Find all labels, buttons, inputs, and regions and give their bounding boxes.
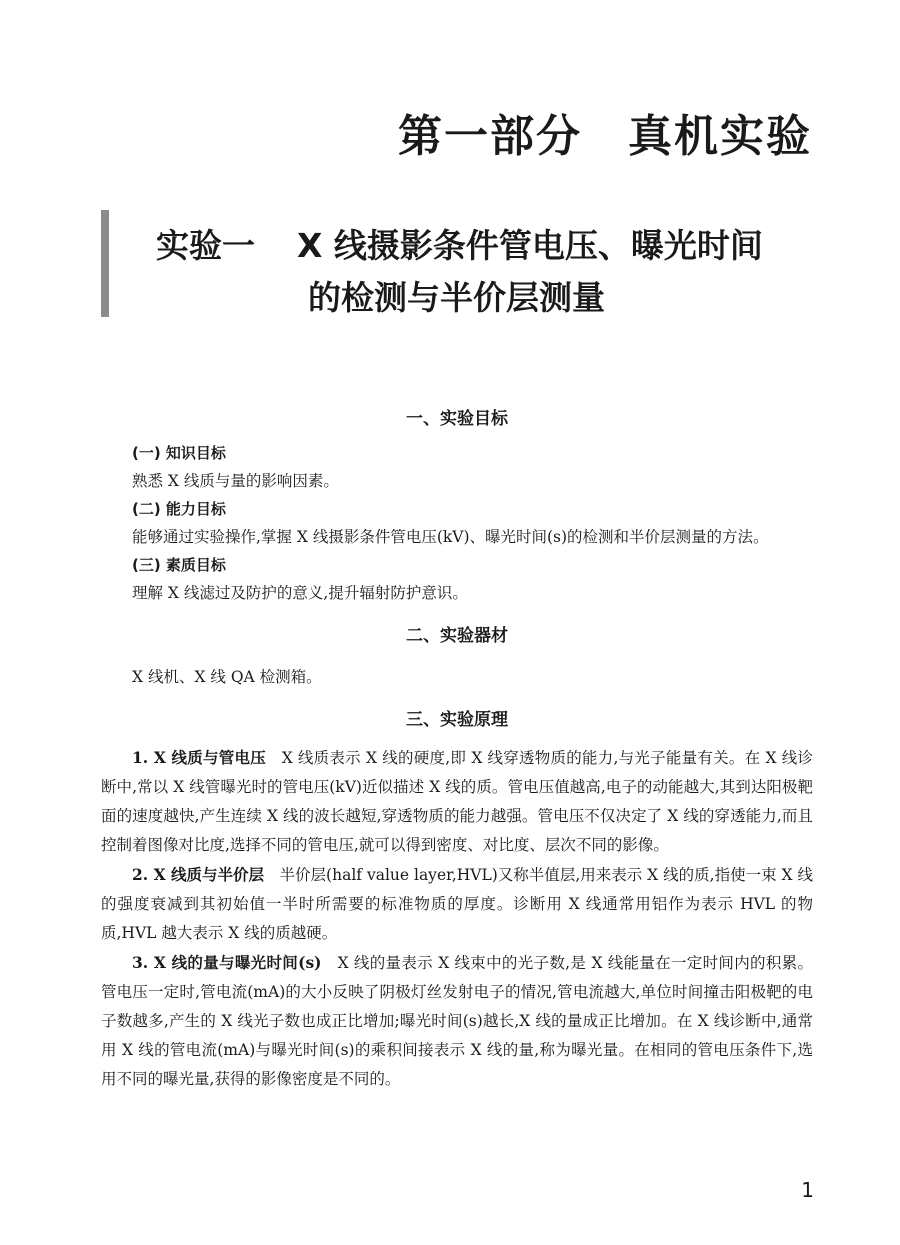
principle-item	[101, 860, 813, 948]
title-accent-bar	[101, 210, 109, 317]
paragraph-ability: 能够通过实验操作,掌握 X 线摄影条件管电压(kV)、曝光时间(s)的检测和半价层测量的方法。	[132, 528, 769, 546]
page-number: 1	[801, 1178, 814, 1202]
subheading-knowledge: (一) 知识目标	[132, 444, 226, 462]
principle-item-text: 半价层(half value layer,HVL)又称半值层,用来表示 X 线的质,指使一束 X 线的强度衰减到其初始值一半时所需要的标准物质的厚度。诊断用 X 线通常用铝作为表示 HVL 的物质,HVL 越大表示 X 线的质越硬。	[101, 866, 813, 942]
principle-item-lead: 1. X 线质与管电压	[132, 748, 266, 767]
subheading-quality: (三) 素质目标	[132, 556, 226, 574]
experiment-title-line2: 的检测与半价层测量	[308, 278, 605, 317]
subheading-ability: (二) 能力目标	[132, 500, 226, 518]
section-heading-objectives: 一、实验目标	[406, 409, 508, 429]
part-title: 第一部分 真机实验	[398, 111, 812, 162]
page-content	[101, 405, 813, 1094]
principle-item	[101, 948, 813, 1094]
paragraph-quality: 理解 X 线滤过及防护的意义,提升辐射防护意识。	[132, 584, 468, 602]
principle-item-lead: 2. X 线质与半价层	[132, 865, 265, 884]
section-heading-equipment: 二、实验器材	[406, 626, 508, 646]
section-heading-principle: 三、实验原理	[406, 710, 508, 730]
principle-item-lead: 3. X 线的量与曝光时间(s)	[132, 953, 322, 972]
paragraph-equipment: X 线机、X 线 QA 检测箱。	[132, 668, 322, 686]
principle-item	[101, 743, 813, 860]
principle-item-text: X 线质表示 X 线的硬度,即 X 线穿透物质的能力,与光子能量有关。在 X 线诊断中,常以 X 线管曝光时的管电压(kV)近似描述 X 线的质。管电压值越高,电子的动能越大,其到达阳极靶面的速度越快,产生连续 X 线的波长越短,穿透物质的能力越强。管电压不仅决定了 X 线的穿透能力,而且控制着图像对比度,选择不同的管电压,就可以得到密度、对比度、层次不同的影像。	[101, 749, 813, 854]
experiment-title-line1: X 线摄影条件管电压、曝光时间	[297, 226, 763, 265]
paragraph-knowledge: 熟悉 X 线质与量的影响因素。	[132, 472, 339, 490]
principle-item-text: X 线的量表示 X 线束中的光子数,是 X 线能量在一定时间内的积累。管电压一定时,管电流(mA)的大小反映了阴极灯丝发射电子的情况,管电流越大,单位时间撞击阳极靶的电子数越多,产生的 X 线光子数也成正比增加;曝光时间(s)越长,X 线的量成正比增加。在 X 线诊断中,通常用 X 线的管电流(mA)与曝光时间(s)的乘积间接表示 X 线的量,称为曝光量。在相同的管电压条件下,选用不同的曝光量,获得的影像密度是不同的。	[101, 954, 813, 1088]
experiment-title	[156, 220, 763, 324]
experiment-label: 实验一	[156, 226, 255, 265]
